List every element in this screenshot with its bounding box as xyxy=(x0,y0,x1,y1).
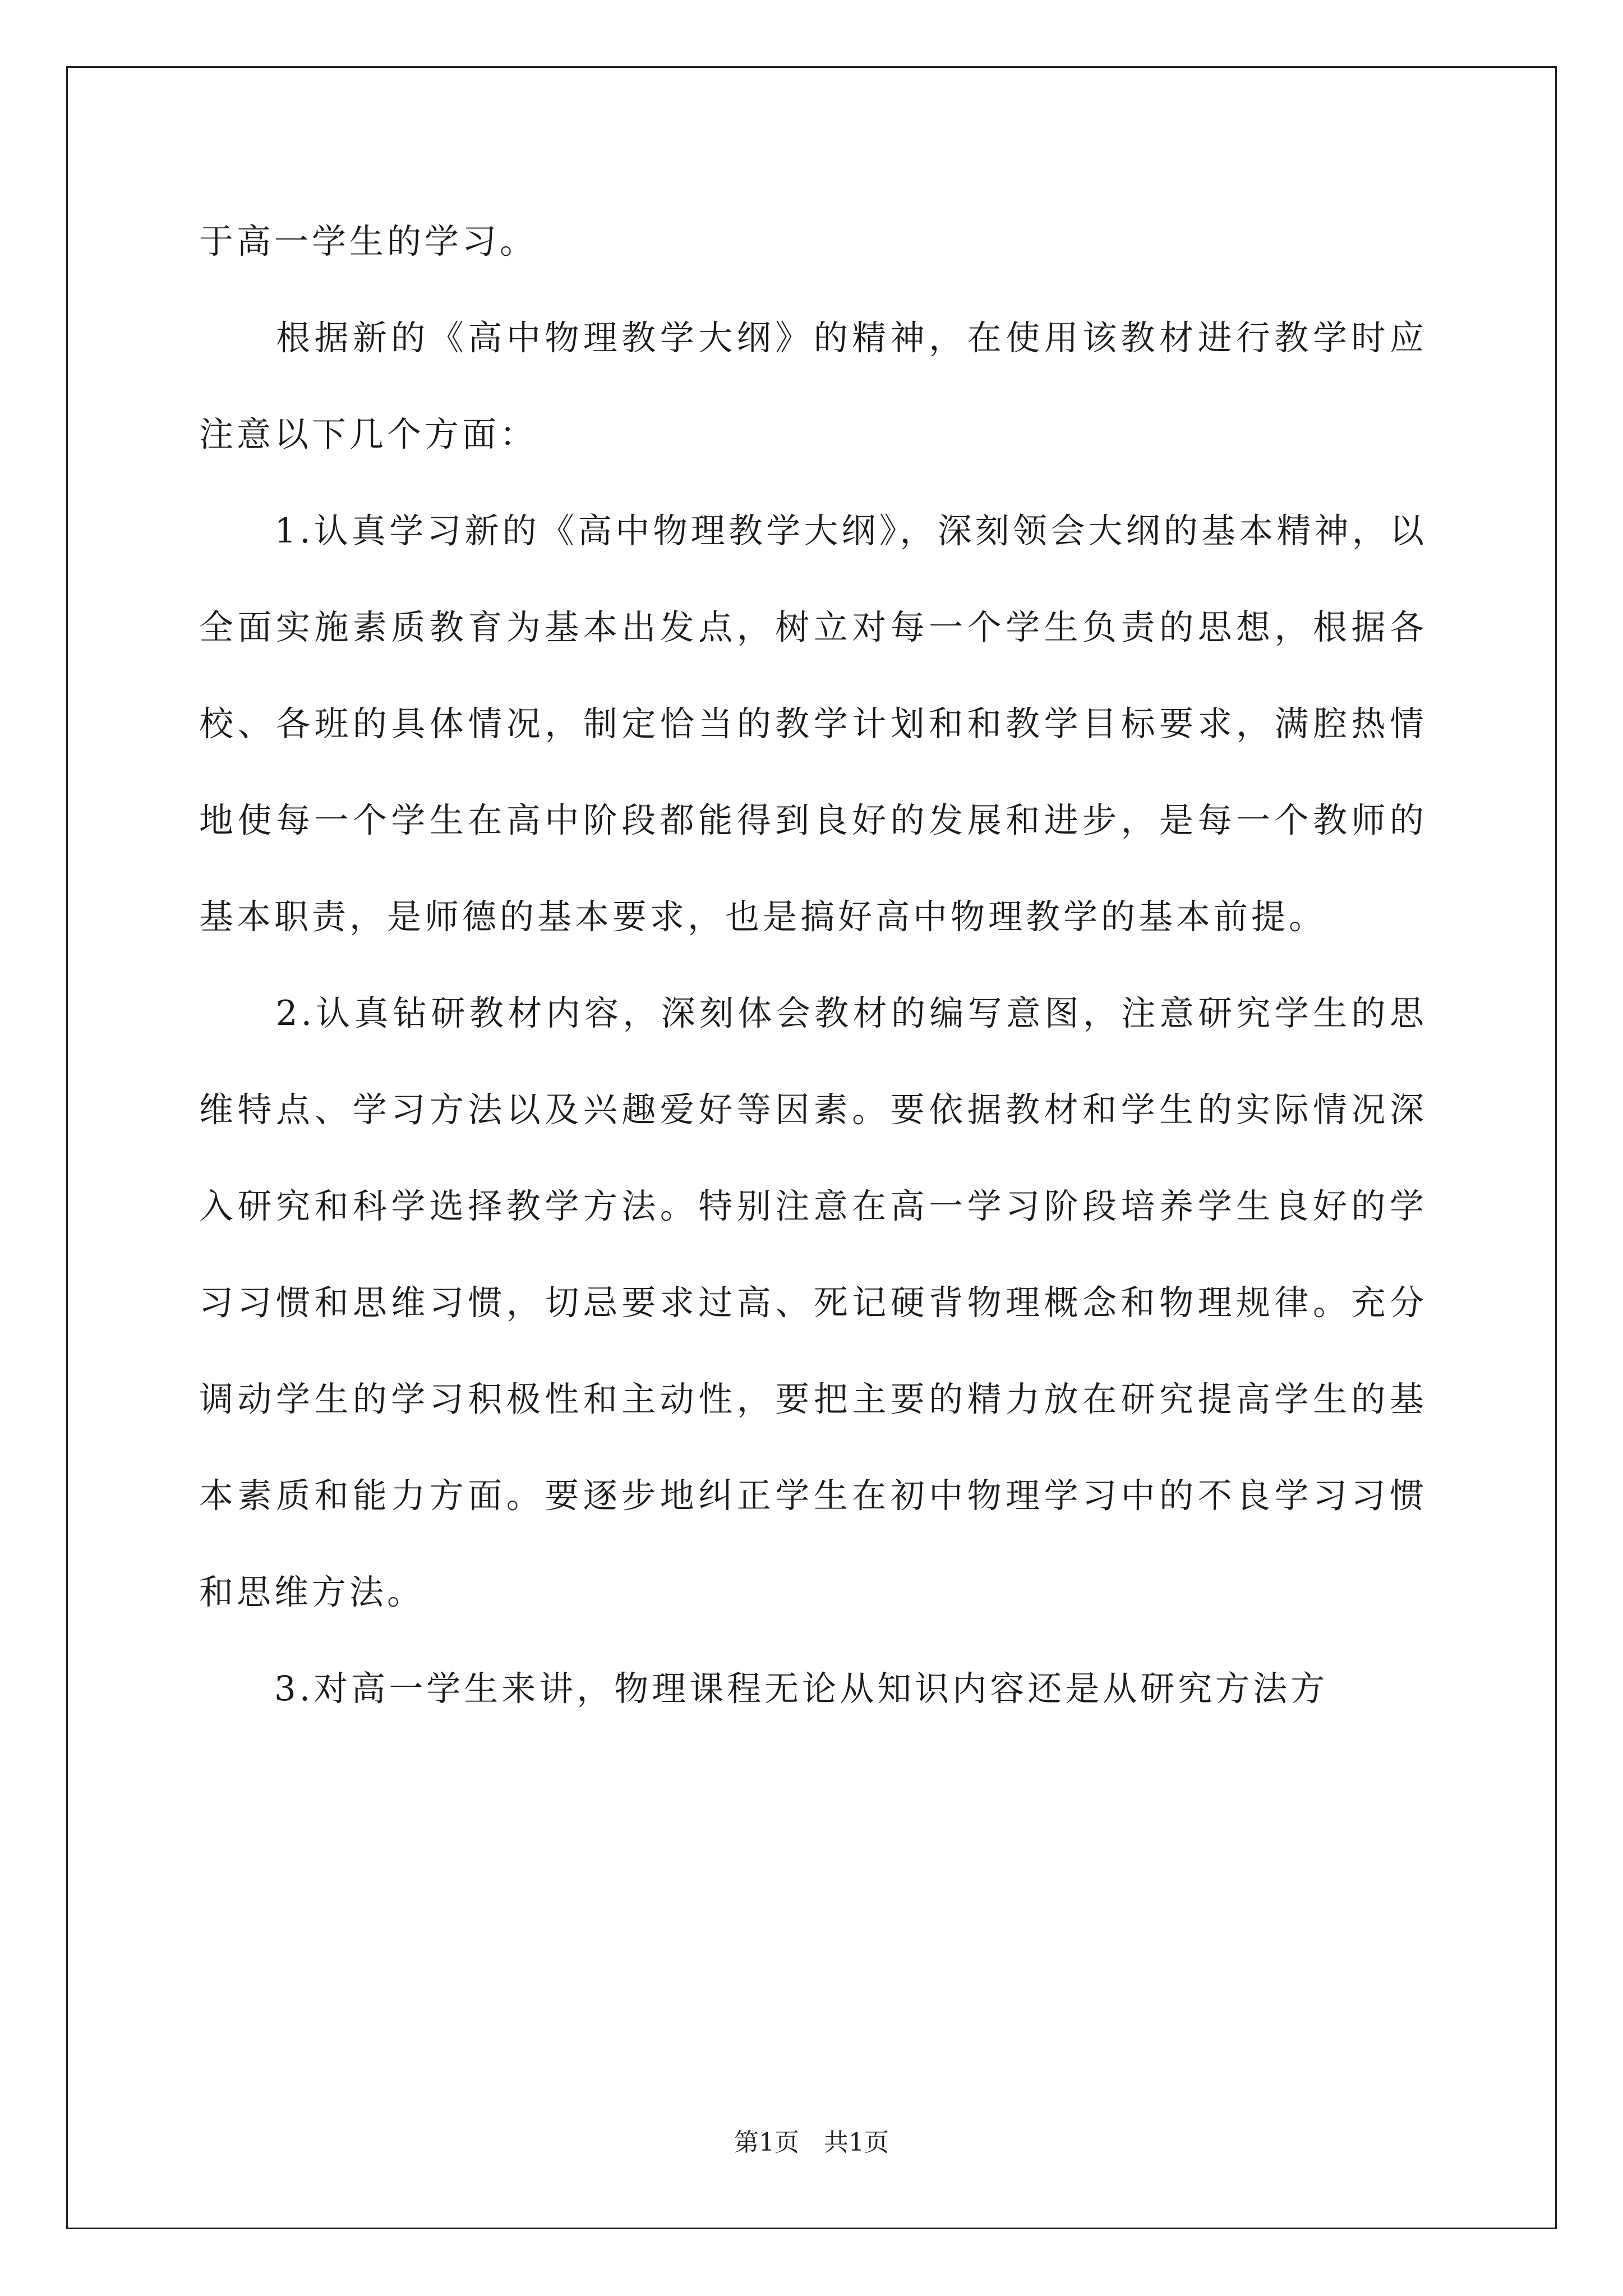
paragraph-point-2: 2.认真钻研教材内容，深刻体会教材的编写意图，注意研究学生的思维特点、学习方法以及兴趣爱好等因素。要依据教材和学生的实际情况深入研究和科学选择教学方法。特别注意在高一学习阶段培养学生良好的学习习惯和思维习惯，切忌要求过高、死记硬背物理概念和物理规律。充分调动学生的学习积极性和主动性，要把主要的精力放在研究提高学生的基本素质和能力方面。要逐步地纠正学生在初中物理学习中的不良学习习惯和思维方法。 xyxy=(199,993,1427,1612)
document-body xyxy=(199,194,1427,1737)
paragraph-point-3: 3.对高一学生来讲，物理课程无论从知识内容还是从研究方法方 xyxy=(199,1669,1329,1709)
paragraph-point-1: 1.认真学习新的《高中物理教学大纲》，深刻领会大纲的基本精神，以全面实施素质教育为基本出发点，树立对每一个学生负责的思想，根据各校、各班的具体情况，制定恰当的教学计划和和教学目标要求，满腔热情地使每一个学生在高中阶段都能得到良好的发展和进步，是每一个教师的基本职责，是师德的基本要求，也是搞好高中物理教学的基本前提。 xyxy=(199,511,1427,937)
page-number-footer: 第1页 共1页 xyxy=(734,2128,889,2157)
paragraph-intro: 根据新的《高中物理教学大纲》的精神，在使用该教材进行教学时应注意以下几个方面： xyxy=(199,318,1427,454)
paragraph-continuation: 于高一学生的学习。 xyxy=(199,222,538,261)
